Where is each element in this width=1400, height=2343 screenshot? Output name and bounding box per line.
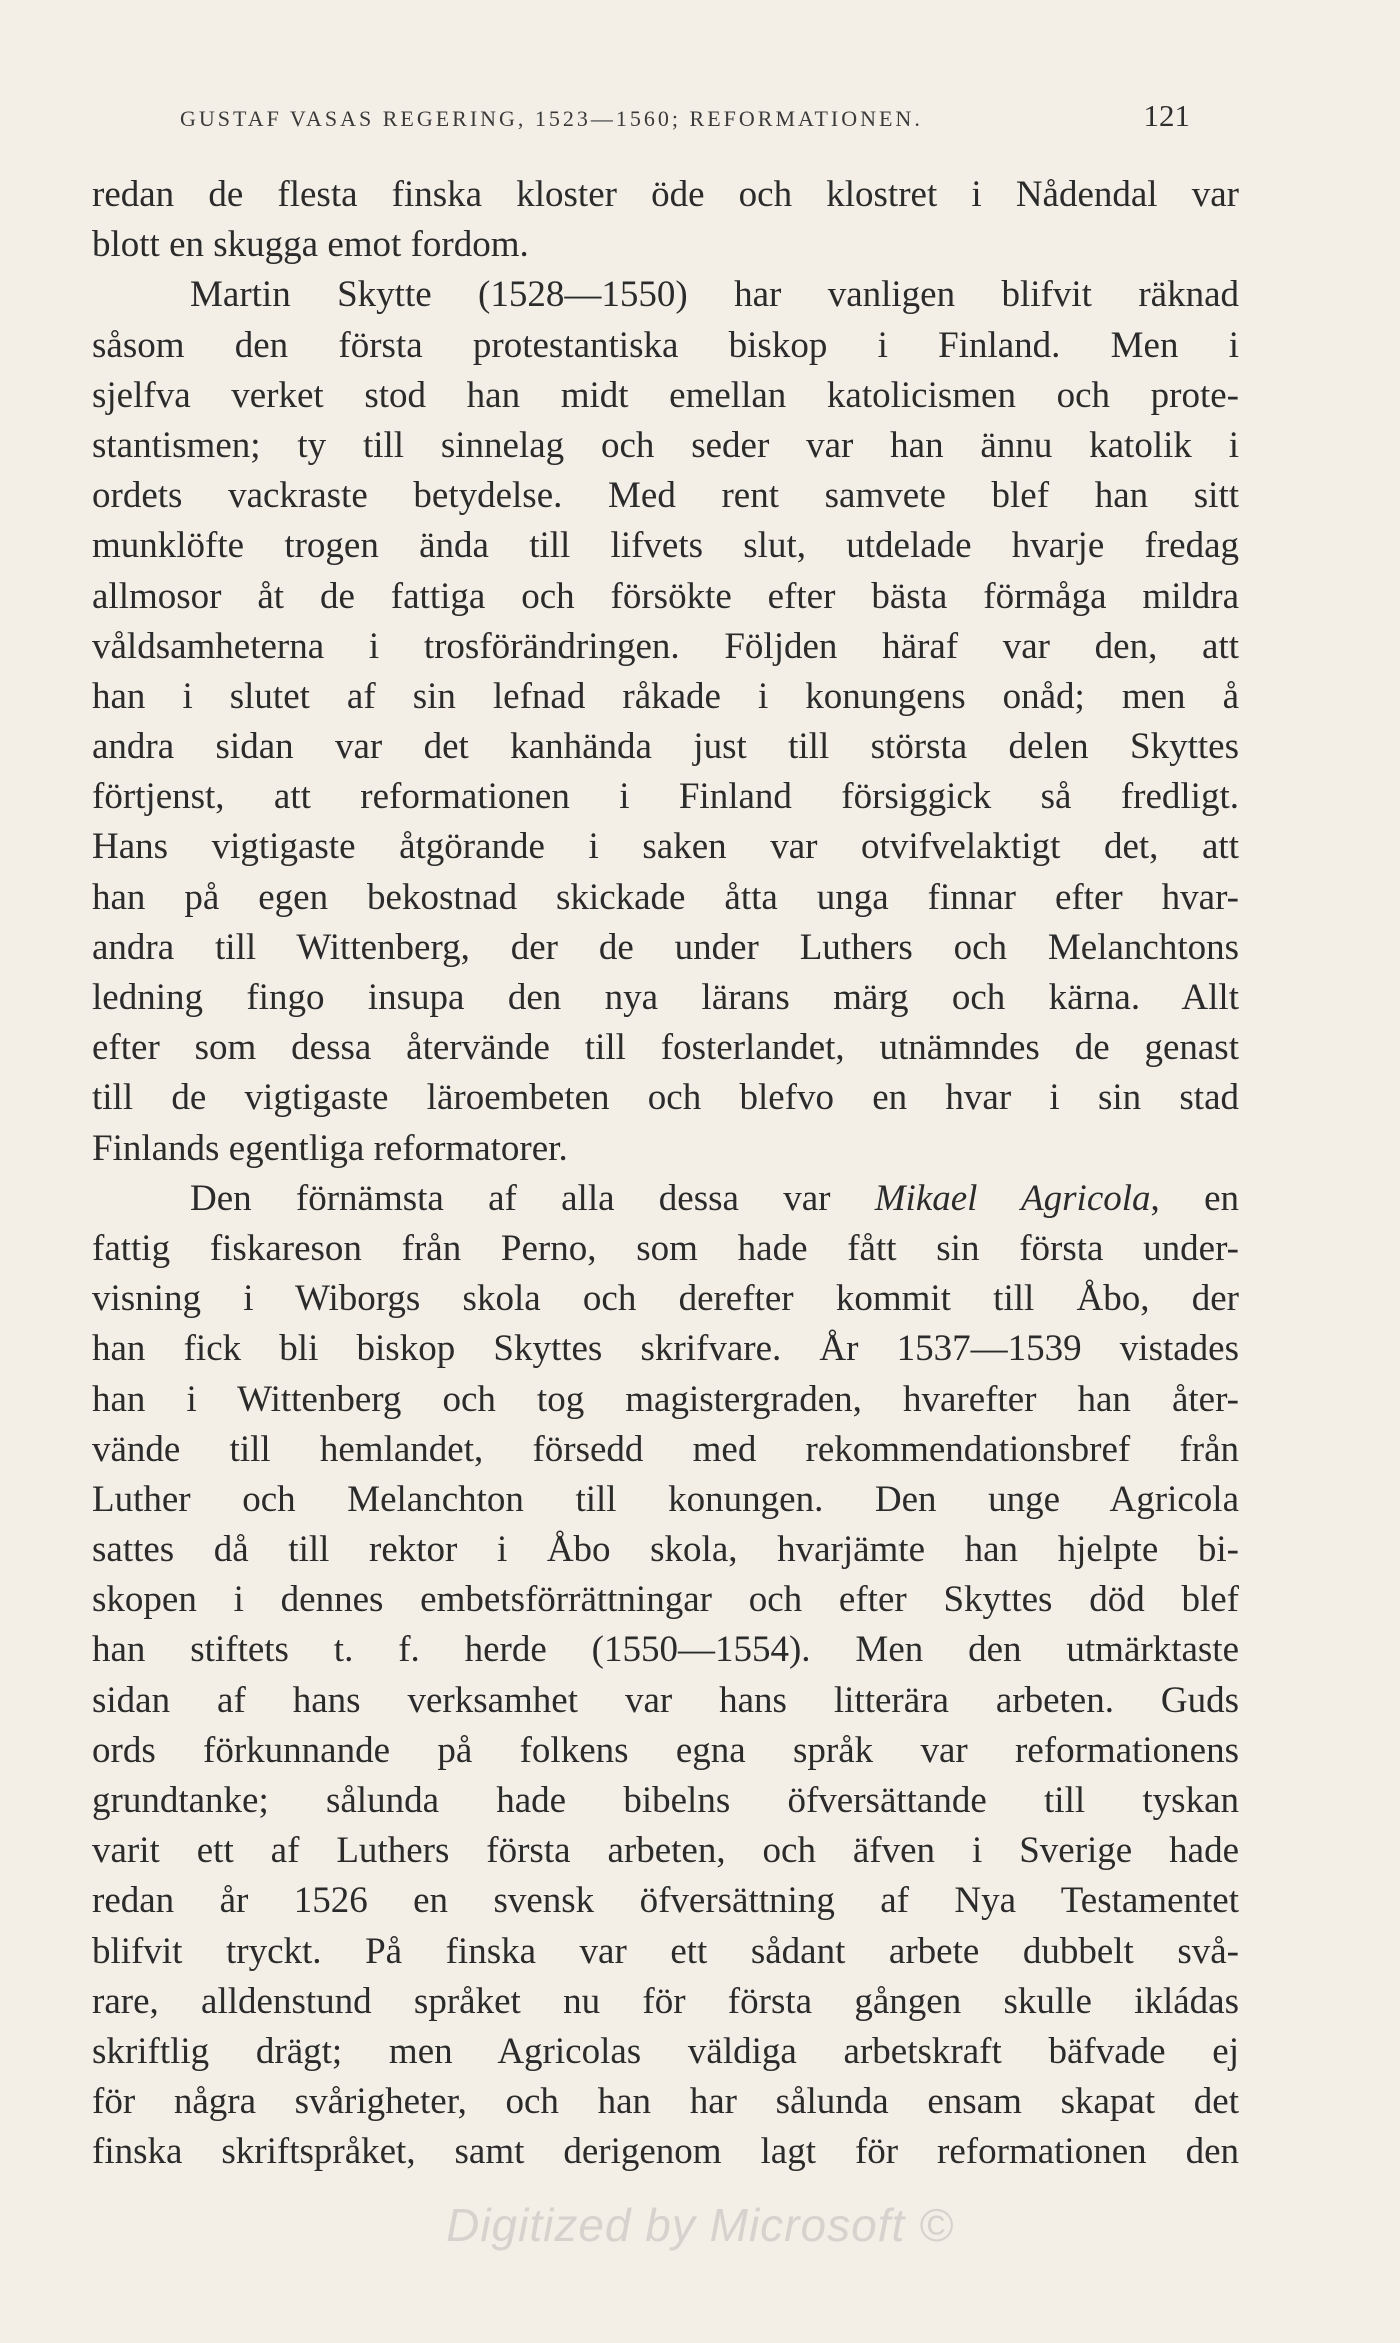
text-line: Den förnämsta af alla dessa var Mikael Agricola, en: [190, 1177, 1239, 1219]
text-line: fattig fiskareson från Perno, som hade fått sin första under-: [92, 1227, 1239, 1269]
watermark: Digitized by Microsoft ©: [446, 2199, 954, 2251]
text-line: sattes då till rektor i Åbo skola, hvarjämte han hjelpte bi-: [92, 1529, 1239, 1571]
text-line: munklöfte trogen ända till lifvets slut, utdelade hvarje fredag: [92, 525, 1239, 567]
text-line: andra sidan var det kanhända just till största delen Skyttes: [92, 726, 1239, 768]
text-line: såsom den första protestantiska biskop i Finland. Men i: [92, 324, 1239, 366]
text-line: redan de flesta finska kloster öde och klostret i Nådendal var: [92, 174, 1239, 215]
text-line: allmosor åt de fattiga och försökte efter bästa förmåga mildra: [92, 575, 1239, 617]
text-line: sidan af hans verksamhet var hans litterära arbeten. Guds: [92, 1679, 1239, 1721]
text-line: andra till Wittenberg, der de under Luthers och Melanchtons: [92, 926, 1239, 968]
text-line: till de vigtigaste läroembeten och blefvo en hvar i sin stad: [92, 1077, 1239, 1119]
text-line: ordets vackraste betydelse. Med rent samvete blef han sitt: [92, 475, 1239, 517]
text-line: han stiftets t. f. herde (1550—1554). Men den utmärktaste: [92, 1629, 1239, 1671]
text-line: våldsamheterna i trosförändringen. Följden häraf var den, att: [92, 625, 1239, 667]
body-text: [92, 170, 1239, 2178]
running-head: GUSTAF VASAS REGERING, 1523—1560; REFORMATIONEN.: [180, 106, 923, 131]
text-line: han på egen bekostnad skickade åtta unga finnar efter hvar-: [92, 876, 1239, 918]
text-line: redan år 1526 en svensk öfversättning af Nya Testamentet: [92, 1880, 1239, 1922]
text-line: skriftlig drägt; men Agricolas väldiga arbetskraft bäfvade ej: [92, 2030, 1239, 2072]
text-line: sjelfva verket stod han midt emellan katolicismen och prote-: [92, 374, 1239, 416]
text-line: förtjenst, att reformationen i Finland försiggick så fredligt.: [92, 776, 1239, 818]
text-line: rare, alldenstund språket nu för första gången skulle ikládas: [92, 1980, 1239, 2022]
text-line: finska skriftspråket, samt derigenom lagt för reformationen den: [92, 2131, 1239, 2173]
text-line: stantismen; ty till sinnelag och seder var han ännu katolik i: [92, 424, 1239, 466]
text-line: han i slutet af sin lefnad råkade i konungens onåd; men å: [92, 675, 1239, 717]
text-line: Luther och Melanchton till konungen. Den unge Agricola: [92, 1478, 1239, 1520]
text-line: ledning fingo insupa den nya lärans märg och kärna. Allt: [92, 977, 1239, 1018]
text-line: efter som dessa återvände till fosterlandet, utnämndes de genast: [92, 1027, 1239, 1069]
text-line: Martin Skytte (1528—1550) har vanligen blifvit räknad: [190, 274, 1239, 316]
text-line: ords förkunnande på folkens egna språk var reformationens: [92, 1729, 1239, 1771]
page-header: [180, 98, 1190, 138]
text-line: blifvit tryckt. På finska var ett sådant arbete dubbelt svå-: [92, 1930, 1239, 1972]
text-line: varit ett af Luthers första arbeten, och äfven i Sverige hade: [92, 1830, 1239, 1872]
text-line: blott en skugga emot fordom.: [92, 224, 529, 266]
text-line: skopen i dennes embetsförrättningar och efter Skyttes död blef: [92, 1579, 1239, 1621]
text-line: han i Wittenberg och tog magistergraden, hvarefter han åter-: [92, 1378, 1239, 1420]
text-line: han fick bli biskop Skyttes skrifvare. År 1537—1539 vistades: [92, 1328, 1239, 1370]
text-line: vände till hemlandet, försedd med rekommendationsbref från: [92, 1428, 1239, 1470]
text-line: grundtanke; sålunda hade bibelns öfversättande till tyskan: [92, 1780, 1239, 1821]
page-number: 121: [1143, 98, 1190, 133]
text-line: Hans vigtigaste åtgörande i saken var otvifvelaktigt det, att: [92, 826, 1239, 868]
text-line: för några svårigheter, och han har sålunda ensam skapat det: [92, 2081, 1239, 2123]
text-line: visning i Wiborgs skola och derefter kommit till Åbo, der: [92, 1278, 1239, 1320]
text-line: Finlands egentliga reformatorer.: [92, 1127, 568, 1169]
